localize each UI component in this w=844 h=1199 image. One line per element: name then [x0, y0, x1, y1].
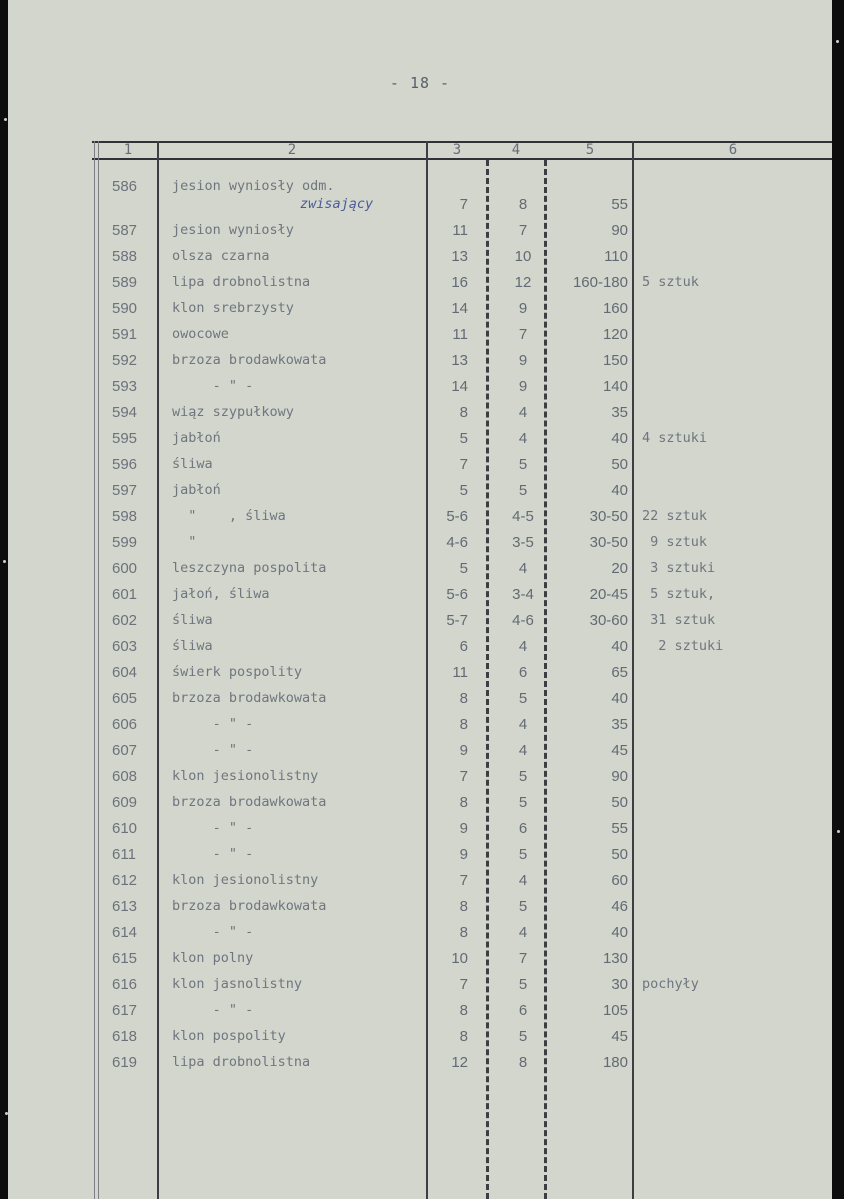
remarks: 5 sztuk,	[642, 586, 716, 602]
crown-value: 8	[518, 1054, 528, 1071]
circumference-value: 160	[602, 300, 628, 317]
height-value: 10	[451, 950, 468, 967]
row-number: 589	[112, 274, 138, 291]
crown-value: 6	[518, 664, 528, 681]
table-row-continuation	[8, 196, 832, 222]
table-row	[8, 378, 832, 404]
species-name: brzoza brodawkowata	[172, 898, 327, 914]
table-row	[8, 222, 832, 248]
row-number: 606	[112, 716, 138, 733]
species-name: jesion wyniosły odm.	[172, 178, 335, 194]
crown-value: 5	[518, 482, 528, 499]
remarks: 4 sztuki	[642, 430, 708, 446]
species-name: śliwa	[172, 456, 213, 472]
height-value: 5	[459, 430, 468, 447]
crown-value: 4	[518, 742, 528, 759]
table-row	[8, 482, 832, 508]
species-name: - " -	[172, 924, 254, 940]
table-row	[8, 820, 832, 846]
row-number: 601	[112, 586, 138, 603]
species-name: klon polny	[172, 950, 254, 966]
species-name: "	[172, 534, 197, 550]
species-name: " , śliwa	[172, 508, 286, 524]
species-name: jabłoń	[172, 430, 221, 446]
height-value: 5	[459, 482, 468, 499]
table-row	[8, 950, 832, 976]
circumference-value: 160-180	[572, 274, 628, 291]
table-row	[8, 716, 832, 742]
circumference-value: 30-50	[589, 508, 628, 525]
table-row	[8, 690, 832, 716]
crown-value: 6	[518, 820, 528, 837]
remarks: 2 sztuki	[642, 638, 724, 654]
row-number: 586	[112, 178, 138, 195]
circumference-value: 150	[602, 352, 628, 369]
row-number: 587	[112, 222, 138, 239]
crown-value: 6	[518, 1002, 528, 1019]
table-row	[8, 898, 832, 924]
crown-value: 5	[518, 976, 528, 993]
circumference-value: 90	[611, 768, 628, 785]
height-value: 14	[451, 300, 468, 317]
height-value: 9	[459, 742, 468, 759]
remarks: 5 sztuk	[642, 274, 699, 290]
species-name: - " -	[172, 820, 254, 836]
height-value: 7	[459, 196, 468, 213]
crown-value: 9	[518, 300, 528, 317]
circumference-value: 20	[611, 560, 628, 577]
height-value: 5	[459, 560, 468, 577]
table-row	[8, 794, 832, 820]
height-value: 7	[459, 456, 468, 473]
crown-value: 3-5	[512, 534, 534, 551]
table-row	[8, 352, 832, 378]
species-name: - " -	[172, 716, 254, 732]
crown-value: 9	[518, 378, 528, 395]
crown-value: 4	[518, 404, 528, 421]
height-value: 14	[451, 378, 468, 395]
circumference-value: 46	[611, 898, 628, 915]
species-name: - " -	[172, 378, 254, 394]
scan-speck	[837, 830, 840, 833]
crown-value: 4	[518, 716, 528, 733]
column-header-5: 5	[585, 142, 595, 158]
document-page	[8, 0, 832, 1199]
crown-value: 5	[518, 690, 528, 707]
table-row	[8, 1002, 832, 1028]
crown-value: 4	[518, 430, 528, 447]
row-number: 588	[112, 248, 138, 265]
column-header-1: 1	[123, 142, 133, 158]
scan-speck	[5, 1112, 8, 1115]
height-value: 11	[452, 664, 468, 681]
row-number: 619	[112, 1054, 138, 1071]
height-value: 8	[459, 404, 468, 421]
row-number: 595	[112, 430, 138, 447]
crown-value: 5	[518, 456, 528, 473]
species-name: brzoza brodawkowata	[172, 352, 327, 368]
species-name: śliwa	[172, 638, 213, 654]
circumference-value: 50	[611, 456, 628, 473]
species-name: śliwa	[172, 612, 213, 628]
crown-value: 4-5	[512, 508, 534, 525]
remarks: 9 sztuk	[642, 534, 708, 550]
remarks: 31 sztuk	[642, 612, 716, 628]
remarks: 22 sztuk	[642, 508, 708, 524]
row-number: 609	[112, 794, 138, 811]
column-header-4: 4	[511, 142, 521, 158]
height-value: 9	[459, 820, 468, 837]
height-value: 8	[459, 1028, 468, 1045]
species-name: - " -	[172, 846, 254, 862]
circumference-value: 105	[602, 1002, 628, 1019]
species-name: brzoza brodawkowata	[172, 690, 327, 706]
scan-speck	[4, 118, 7, 121]
row-number: 604	[112, 664, 138, 681]
crown-value: 5	[518, 1028, 528, 1045]
table-row	[8, 1054, 832, 1080]
row-number: 597	[112, 482, 138, 499]
circumference-value: 55	[611, 196, 628, 213]
table-row	[8, 508, 832, 534]
scan-speck	[3, 560, 6, 563]
table-row	[8, 274, 832, 300]
remarks: 3 sztuki	[642, 560, 716, 576]
species-name: klon srebrzysty	[172, 300, 294, 316]
remarks: pochyły	[642, 976, 699, 992]
row-number: 603	[112, 638, 138, 655]
table-row	[8, 586, 832, 612]
row-number: 598	[112, 508, 138, 525]
circumference-value: 35	[611, 716, 628, 733]
circumference-value: 180	[602, 1054, 628, 1071]
species-name: owocowe	[172, 326, 229, 342]
table-row	[8, 248, 832, 274]
height-value: 6	[459, 638, 468, 655]
circumference-value: 40	[611, 638, 628, 655]
table-row	[8, 560, 832, 586]
circumference-value: 130	[602, 950, 628, 967]
crown-value: 7	[518, 326, 528, 343]
circumference-value: 40	[611, 482, 628, 499]
circumference-value: 45	[611, 742, 628, 759]
crown-value: 5	[518, 768, 528, 785]
circumference-value: 90	[611, 222, 628, 239]
species-name-continued: zwisający	[300, 196, 374, 212]
row-number: 608	[112, 768, 138, 785]
species-name: brzoza brodawkowata	[172, 794, 327, 810]
crown-value: 9	[518, 352, 528, 369]
row-number: 612	[112, 872, 138, 889]
table-row	[8, 846, 832, 872]
height-value: 16	[451, 274, 468, 291]
row-number: 596	[112, 456, 138, 473]
row-number: 605	[112, 690, 138, 707]
height-value: 8	[459, 1002, 468, 1019]
table-row	[8, 534, 832, 560]
species-name: wiąz szypułkowy	[172, 404, 294, 420]
height-value: 4-6	[446, 534, 468, 551]
species-name: jałoń, śliwa	[172, 586, 270, 602]
column-header-2: 2	[287, 142, 297, 158]
circumference-value: 60	[611, 872, 628, 889]
crown-value: 8	[518, 196, 528, 213]
species-name: klon jasnolistny	[172, 976, 303, 992]
species-name: - " -	[172, 1002, 254, 1018]
row-number: 591	[112, 326, 138, 343]
circumference-value: 20-45	[589, 586, 628, 603]
circumference-value: 65	[611, 664, 628, 681]
species-name: klon jesionolistny	[172, 768, 319, 784]
circumference-value: 30	[611, 976, 628, 993]
page-number: - 18 -	[389, 74, 451, 92]
row-number: 602	[112, 612, 138, 629]
species-name: - " -	[172, 742, 254, 758]
species-name: olsza czarna	[172, 248, 270, 264]
crown-value: 5	[518, 846, 528, 863]
height-value: 13	[451, 248, 468, 265]
table-row	[8, 924, 832, 950]
row-number: 593	[112, 378, 138, 395]
crown-value: 4	[518, 924, 528, 941]
row-number: 607	[112, 742, 138, 759]
height-value: 13	[451, 352, 468, 369]
row-number: 610	[112, 820, 138, 837]
crown-value: 5	[518, 898, 528, 915]
height-value: 8	[459, 924, 468, 941]
table-row	[8, 404, 832, 430]
crown-value: 4	[518, 560, 528, 577]
table-row	[8, 430, 832, 456]
row-number: 599	[112, 534, 138, 551]
circumference-value: 40	[611, 690, 628, 707]
column-header-6: 6	[728, 142, 738, 158]
table-row	[8, 872, 832, 898]
species-name: klon jesionolistny	[172, 872, 319, 888]
height-value: 12	[451, 1054, 468, 1071]
circumference-value: 50	[611, 846, 628, 863]
crown-value: 5	[518, 794, 528, 811]
crown-value: 10	[514, 248, 532, 265]
crown-value: 4	[518, 872, 528, 889]
table-row	[8, 612, 832, 638]
row-number: 616	[112, 976, 138, 993]
row-number: 590	[112, 300, 138, 317]
crown-value: 4-6	[512, 612, 534, 629]
crown-value: 4	[518, 638, 528, 655]
header-bottom-rule	[92, 158, 832, 160]
circumference-value: 110	[604, 248, 628, 265]
row-number: 594	[112, 404, 138, 421]
column-header-3: 3	[452, 142, 462, 158]
height-value: 8	[459, 690, 468, 707]
table-row	[8, 768, 832, 794]
species-name: lipa drobnolistna	[172, 274, 311, 290]
row-number: 592	[112, 352, 138, 369]
crown-value: 3-4	[512, 586, 534, 603]
species-name: jesion wyniosły	[172, 222, 294, 238]
circumference-value: 45	[611, 1028, 628, 1045]
table-row	[8, 664, 832, 690]
crown-value: 7	[518, 950, 528, 967]
row-number: 617	[112, 1002, 138, 1019]
circumference-value: 55	[611, 820, 628, 837]
table-row	[8, 976, 832, 1002]
crown-value: 12	[514, 274, 532, 291]
species-name: klon pospolity	[172, 1028, 286, 1044]
species-name: jabłoń	[172, 482, 221, 498]
species-name: leszczyna pospolita	[172, 560, 327, 576]
table-row	[8, 326, 832, 352]
height-value: 11	[452, 326, 468, 343]
height-value: 11	[452, 222, 468, 239]
height-value: 7	[459, 976, 468, 993]
circumference-value: 30-50	[589, 534, 628, 551]
species-name: świerk pospolity	[172, 664, 303, 680]
circumference-value: 35	[611, 404, 628, 421]
table-row	[8, 1028, 832, 1054]
species-name: lipa drobnolistna	[172, 1054, 311, 1070]
scan-speck	[836, 40, 839, 43]
height-value: 5-6	[446, 586, 468, 603]
height-value: 9	[459, 846, 468, 863]
height-value: 7	[459, 768, 468, 785]
height-value: 8	[459, 898, 468, 915]
circumference-value: 120	[602, 326, 628, 343]
circumference-value: 30-60	[589, 612, 628, 629]
circumference-value: 40	[611, 924, 628, 941]
crown-value: 7	[518, 222, 528, 239]
height-value: 8	[459, 716, 468, 733]
table-row	[8, 300, 832, 326]
table-row	[8, 742, 832, 768]
height-value: 5-6	[446, 508, 468, 525]
circumference-value: 50	[611, 794, 628, 811]
circumference-value: 140	[602, 378, 628, 395]
row-number: 615	[112, 950, 138, 967]
row-number: 600	[112, 560, 138, 577]
table-row	[8, 456, 832, 482]
row-number: 613	[112, 898, 138, 915]
row-number: 614	[112, 924, 138, 941]
height-value: 7	[459, 872, 468, 889]
circumference-value: 40	[611, 430, 628, 447]
height-value: 8	[459, 794, 468, 811]
row-number: 611	[112, 846, 136, 863]
row-number: 618	[112, 1028, 138, 1045]
table-row	[8, 638, 832, 664]
height-value: 5-7	[446, 612, 468, 629]
